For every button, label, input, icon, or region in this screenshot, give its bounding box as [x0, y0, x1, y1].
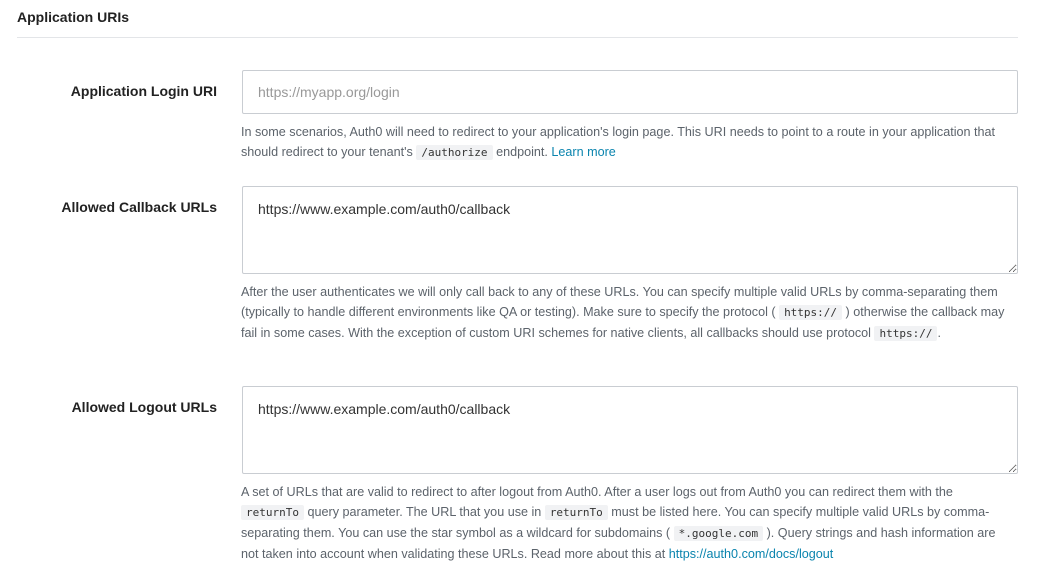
logout-urls-help — [241, 482, 1016, 564]
logout-urls-textarea[interactable] — [242, 386, 1018, 474]
section-divider — [17, 37, 1018, 38]
logout-help-text-1: A set of URLs that are valid to redirect to after logout from Auth0. After a user logs out from Auth0 you can redirect them with the — [241, 485, 953, 499]
https-protocol-code: https:// — [779, 305, 842, 320]
logout-help-text-3: must be listed here. You can specify multiple valid URLs by comma-separating them. You can use the star symbol as a wildcard for subdomains ( — [241, 505, 990, 540]
logout-urls-label: Allowed Logout URLs — [71, 399, 217, 415]
https-protocol-code-2: https:// — [874, 326, 937, 341]
logout-help-text-2: query parameter. The URL that you use in — [307, 505, 542, 519]
section-title: Application URIs — [17, 9, 130, 25]
return-to-code: returnTo — [241, 505, 304, 520]
logout-help-text-4: ). Query strings and hash information are not taken into account when validating these URLs. Read more about this at — [241, 526, 996, 561]
authorize-code: /authorize — [416, 145, 492, 160]
login-uri-help — [241, 122, 1016, 163]
callback-help-text-2: ) otherwise the callback may fail in some cases. With the exception of custom URI schemes for native clients, all callbacks should use protocol — [241, 305, 1005, 340]
login-uri-help-text-2: endpoint. — [496, 145, 548, 159]
callback-urls-label: Allowed Callback URLs — [61, 199, 217, 215]
return-to-code-2: returnTo — [545, 505, 608, 520]
logout-docs-link[interactable]: https://auth0.com/docs/logout — [668, 547, 834, 561]
callback-help-text-3: . — [937, 326, 941, 340]
learn-more-link[interactable]: Learn more — [551, 145, 616, 159]
wildcard-domain-code: *.google.com — [674, 526, 763, 541]
callback-help-text-1: After the user authenticates we will only call back to any of these URLs. You can specify multiple valid URLs by comma-separating them (typically to handle different environments like QA or testing). Make sure to specify the protocol ( — [241, 285, 998, 319]
callback-urls-help — [241, 282, 1016, 344]
login-uri-input[interactable] — [242, 70, 1018, 114]
login-uri-label: Application Login URI — [70, 83, 217, 99]
callback-urls-textarea[interactable] — [242, 186, 1018, 274]
login-uri-help-text-1: In some scenarios, Auth0 will need to redirect to your application's login page. This URI needs to point to a route in your application that should redirect to your tenant's — [241, 125, 996, 159]
